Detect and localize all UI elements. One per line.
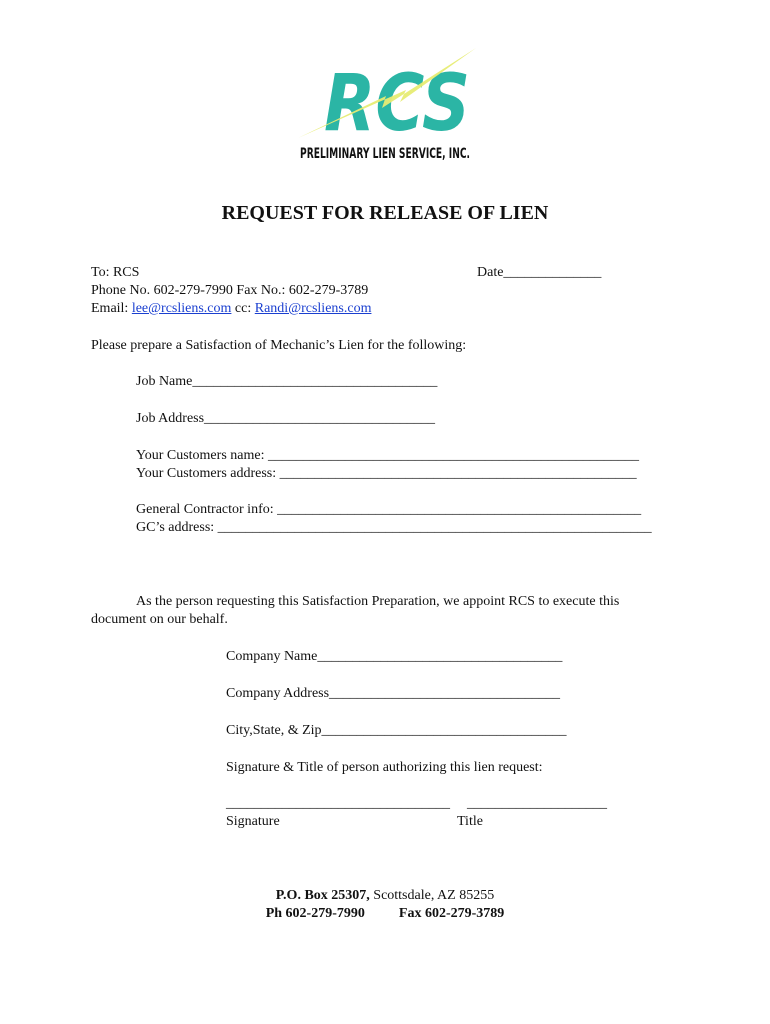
footer-address — [0, 887, 770, 905]
po-box: P.O. Box 25307, — [275, 888, 370, 903]
email-line — [91, 300, 371, 318]
signature-field[interactable]: ________________________________ — [226, 796, 450, 811]
title-field[interactable]: ____________________ — [467, 796, 607, 811]
footer-fax: Fax 602-279-3789 — [398, 906, 505, 921]
customers-address-field[interactable]: Your Customers address: ___________________________________________________ — [136, 466, 637, 481]
logo-letters: RCS — [324, 59, 470, 149]
company-address-field[interactable]: Company Address_________________________________ — [226, 686, 561, 701]
city-state-zip-field[interactable]: City,State, & Zip___________________________________ — [226, 723, 567, 738]
rcs-logo — [292, 42, 482, 170]
cc-label: cc: — [231, 301, 255, 316]
footer-city: Scottsdale, AZ 85255 — [369, 888, 495, 903]
page-title: REQUEST FOR RELEASE OF LIEN — [221, 202, 549, 224]
title-label: Title — [457, 814, 483, 829]
appointment-line-1: As the person requesting this Satisfaction Preparation, we appoint RCS to execute this — [136, 594, 620, 609]
intro-text: Please prepare a Satisfaction of Mechanic’s Lien for the following: — [91, 338, 467, 353]
customers-name-field[interactable]: Your Customers name: _____________________________________________________ — [136, 448, 639, 463]
email-link-lee[interactable]: lee@rcsliens.com — [131, 301, 232, 316]
date-field[interactable]: Date______________ — [477, 265, 602, 280]
to-line: To: RCS — [91, 265, 140, 280]
appointment-line-2: document on our behalf. — [91, 612, 228, 627]
logo-subtitle: PRELIMINARY LIEN SERVICE, INC. — [300, 146, 470, 162]
gc-address-field[interactable]: GC’s address: ______________________________________________________________ — [136, 520, 652, 535]
email-link-randi[interactable]: Randi@rcsliens.com — [254, 301, 372, 316]
signature-label: Signature — [226, 814, 280, 829]
job-name-field[interactable]: Job Name___________________________________ — [136, 374, 438, 389]
email-label: Email: — [91, 301, 132, 316]
gc-info-field[interactable]: General Contractor info: ____________________________________________________ — [136, 502, 642, 517]
footer-phone: Ph 602-279-7990 — [265, 906, 365, 921]
signature-prompt: Signature & Title of person authorizing this lien request: — [226, 760, 543, 775]
job-address-field[interactable]: Job Address_________________________________ — [136, 411, 436, 426]
company-name-field[interactable]: Company Name___________________________________ — [226, 649, 563, 664]
footer-contact — [0, 905, 770, 923]
phone-fax-line: Phone No. 602-279-7990 Fax No.: 602-279-3789 — [91, 283, 369, 298]
